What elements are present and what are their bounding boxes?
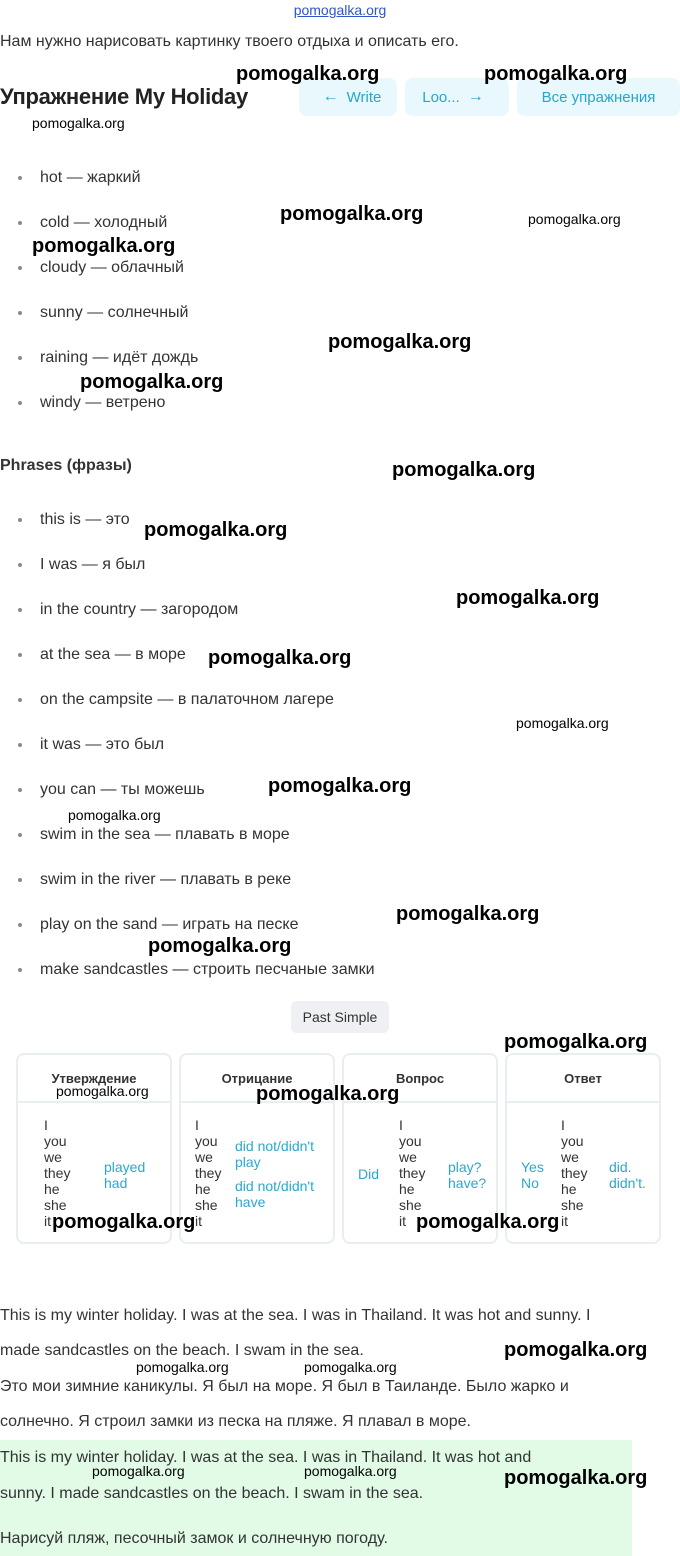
watermark: pomogalka.org	[268, 775, 412, 797]
next-label: Loo...	[422, 88, 460, 106]
yes-no-column: Yes No	[521, 1159, 544, 1191]
watermark: pomogalka.org	[32, 235, 176, 257]
watermark: pomogalka.org	[504, 1339, 648, 1361]
watermark: pomogalka.org	[92, 1463, 185, 1479]
text-ru-line: солнечно. Я строил замки из песка на пляже. Я плавал в море.	[0, 1413, 471, 1430]
watermark: pomogalka.org	[236, 63, 380, 85]
watermark: pomogalka.org	[208, 647, 352, 669]
pronoun-column: I you we they he she it	[44, 1117, 71, 1229]
watermark: pomogalka.org	[280, 203, 424, 225]
verb-column: played had	[104, 1159, 146, 1191]
watermark: pomogalka.org	[80, 371, 224, 393]
site-link[interactable]: pomogalka.org	[293, 2, 387, 18]
all-exercises-label: Все упражнения	[541, 88, 656, 106]
answer-en-line: This is my winter holiday. I was at the sea. I was in Thailand. It was hot and	[0, 1449, 532, 1466]
watermark: pomogalka.org	[56, 1083, 149, 1099]
pronoun-column: I you we they he she it	[561, 1117, 588, 1229]
phrases-heading: Phrases (фразы)	[0, 457, 132, 474]
watermark: pomogalka.org	[304, 1463, 397, 1479]
verb-column: play? have?	[448, 1159, 487, 1191]
arrow-left-icon: ←	[322, 88, 339, 105]
pronoun-column: I you we they he she it	[399, 1117, 426, 1229]
answer-en-line: sunny. I made sandcastles on the beach. I swam in the sea.	[0, 1485, 424, 1502]
verb-column: did not/didn't play did not/didn't have	[235, 1138, 314, 1210]
watermark: pomogalka.org	[484, 63, 628, 85]
pronoun-column: I you we they he she it	[195, 1117, 222, 1229]
watermark: pomogalka.org	[136, 1359, 229, 1375]
card-header: Ответ	[507, 1055, 659, 1103]
intro-text: Нам нужно нарисовать картинку твоего отдыха и описать его.	[0, 33, 459, 50]
arrow-right-icon: →	[467, 88, 484, 105]
text-en-line: This is my winter holiday. I was at the sea. I was in Thailand. It was hot and sunny. I	[0, 1307, 591, 1324]
watermark: pomogalka.org	[32, 115, 125, 131]
text-en-line: made sandcastles on the beach. I swam in the sea.	[0, 1342, 364, 1359]
watermark: pomogalka.org	[304, 1359, 397, 1375]
watermark: pomogalka.org	[256, 1083, 400, 1105]
watermark: pomogalka.org	[516, 715, 609, 731]
aux-word: Did	[358, 1166, 380, 1182]
watermark: pomogalka.org	[68, 807, 161, 823]
watermark: pomogalka.org	[328, 331, 472, 353]
watermark: pomogalka.org	[52, 1211, 196, 1233]
watermark: pomogalka.org	[504, 1031, 648, 1053]
text-ru-line: Это мои зимние каникулы. Я был на море. Я был в Таиланде. Было жарко и	[0, 1378, 569, 1395]
verb-column: did. didn't.	[609, 1159, 646, 1191]
prev-label: Write	[346, 88, 382, 106]
page-title: Упражнение My Holiday	[0, 84, 248, 109]
card-header: Утверждение	[18, 1055, 170, 1103]
watermark: pomogalka.org	[148, 935, 292, 957]
past-simple-badge: Past Simple	[291, 1001, 389, 1033]
watermark: pomogalka.org	[528, 211, 621, 227]
watermark: pomogalka.org	[392, 459, 536, 481]
card-header: Отрицание	[181, 1055, 333, 1103]
card-header: Вопрос	[344, 1055, 496, 1103]
watermark: pomogalka.org	[144, 519, 288, 541]
watermark: pomogalka.org	[416, 1211, 560, 1233]
watermark: pomogalka.org	[504, 1467, 648, 1489]
watermark: pomogalka.org	[456, 587, 600, 609]
task-text: Нарисуй пляж, песочный замок и солнечную погоду.	[0, 1530, 388, 1547]
watermark: pomogalka.org	[396, 903, 540, 925]
negative-card	[179, 1053, 335, 1244]
